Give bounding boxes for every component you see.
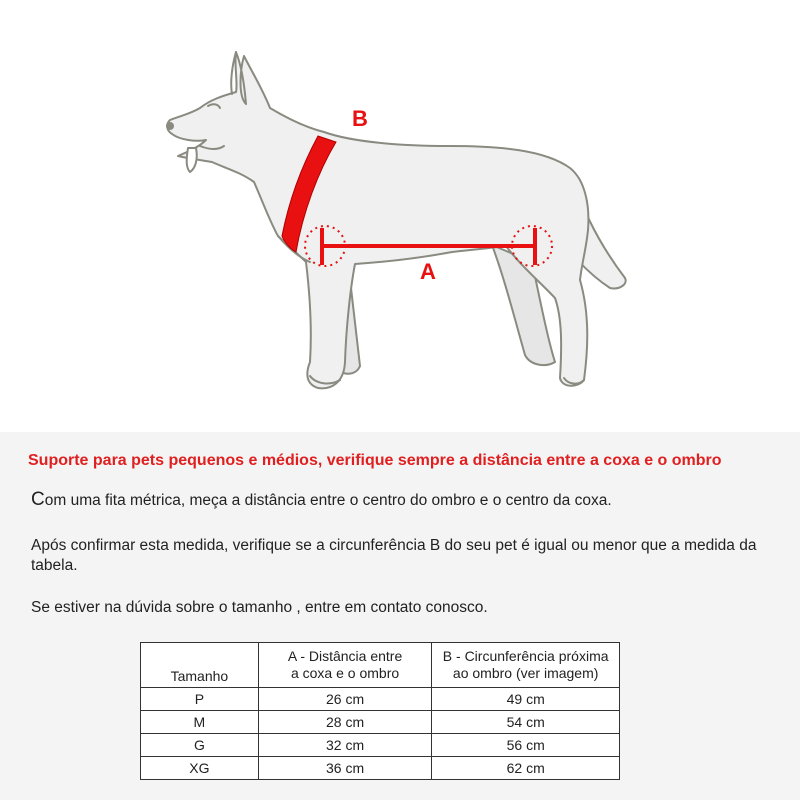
header-size: Tamanho bbox=[141, 643, 259, 688]
label-b: B bbox=[352, 106, 368, 131]
sizing-info-panel bbox=[0, 432, 800, 800]
cell-size: G bbox=[141, 734, 259, 757]
cell-circumference: 54 cm bbox=[432, 711, 620, 734]
table-row bbox=[141, 757, 620, 780]
label-a: A bbox=[420, 259, 436, 284]
instruction-paragraph-2: Após confirmar esta medida, verifique se a circunferência B do seu pet é igual ou menor que a medida da tabela. bbox=[31, 537, 757, 574]
cell-distance: 28 cm bbox=[258, 711, 432, 734]
instruction-paragraph-3: Se estiver na dúvida sobre o tamanho , entre em contato conosco. bbox=[31, 599, 488, 616]
cell-size: XG bbox=[141, 757, 259, 780]
table-row bbox=[141, 688, 620, 711]
cell-distance: 36 cm bbox=[258, 757, 432, 780]
cell-size: M bbox=[141, 711, 259, 734]
table-header-row bbox=[141, 643, 620, 688]
cell-circumference: 62 cm bbox=[432, 757, 620, 780]
table-row bbox=[141, 711, 620, 734]
dog-tongue bbox=[187, 148, 197, 172]
instruction-paragraph-1-text: om uma fita métrica, meça a distância entre o centro do ombro e o centro da coxa. bbox=[44, 492, 612, 509]
cell-size: P bbox=[141, 688, 259, 711]
headline: Suporte para pets pequenos e médios, verifique sempre a distância entre a coxa e o ombro bbox=[28, 452, 722, 469]
header-distance: A - Distância entre a coxa e o ombro bbox=[258, 643, 432, 688]
instruction-paragraph-1 bbox=[31, 490, 771, 511]
cell-circumference: 56 cm bbox=[432, 734, 620, 757]
size-table bbox=[140, 642, 620, 780]
cell-circumference: 49 cm bbox=[432, 688, 620, 711]
header-circumference: B - Circunferência próxima ao ombro (ver imagem) bbox=[432, 643, 620, 688]
cell-distance: 26 cm bbox=[258, 688, 432, 711]
cell-distance: 32 cm bbox=[258, 734, 432, 757]
drop-cap: C bbox=[31, 489, 45, 510]
table-row bbox=[141, 734, 620, 757]
